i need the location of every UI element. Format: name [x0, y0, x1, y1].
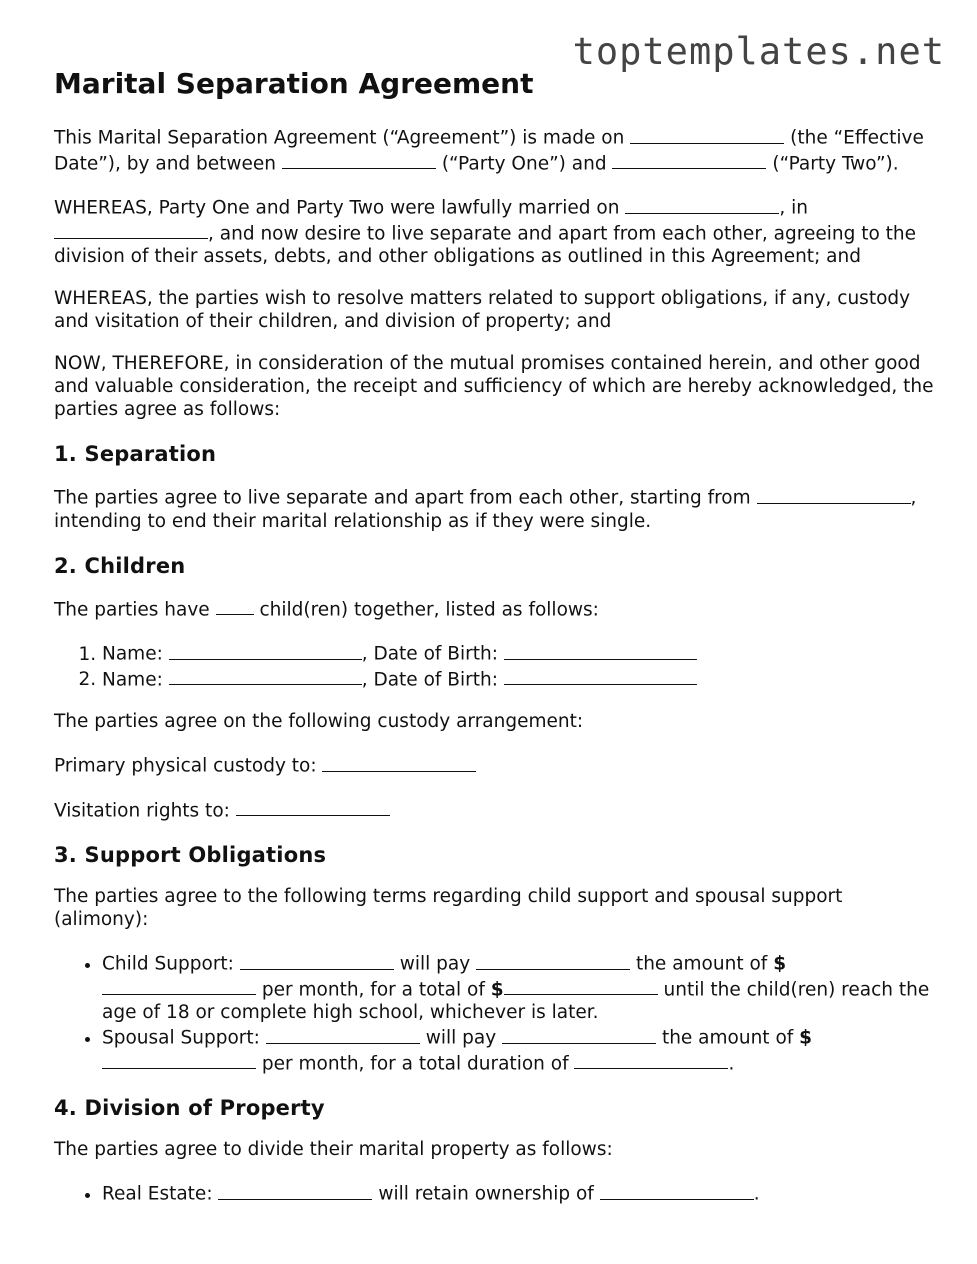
- visitation-blank[interactable]: [236, 797, 390, 817]
- child-1-name-blank[interactable]: [169, 640, 362, 660]
- real-estate-property-blank[interactable]: [600, 1180, 754, 1200]
- primary-custody-blank[interactable]: [322, 752, 476, 772]
- child-support-payer-blank[interactable]: [240, 950, 394, 970]
- property-intro: The parties agree to divide their marital property as follows:: [54, 1139, 613, 1160]
- list-item: • Spousal Support: will pay the amount of $ per month, for a total duration of .: [102, 1024, 934, 1075]
- whereas-resolve-paragraph: WHEREAS, the parties wish to resolve matters related to support obligations, if any, custody and visitation of their children, and division of property; and: [54, 288, 911, 332]
- separation-paragraph: The parties agree to live separate and apart from each other, starting from , intending to end their marital relationship as if they were single.: [54, 484, 934, 533]
- spousal-support-monthly-blank[interactable]: [102, 1050, 256, 1070]
- spousal-support-duration-blank[interactable]: [574, 1050, 728, 1070]
- child-2-name-blank[interactable]: [169, 666, 362, 686]
- party-one-blank[interactable]: [282, 150, 436, 170]
- party-two-blank[interactable]: [612, 150, 766, 170]
- child-support-monthly-blank[interactable]: [102, 976, 256, 996]
- visitation-line: Visitation rights to:: [54, 797, 934, 823]
- children-count-blank[interactable]: [216, 596, 254, 616]
- spousal-support-payer-blank[interactable]: [266, 1024, 420, 1044]
- marriage-date-blank[interactable]: [625, 194, 779, 214]
- list-item: 2. Name: , Date of Birth:: [102, 666, 934, 692]
- list-item: • Child Support: will pay the amount of $ per month, for a total of $ until the child(ren) reach the age of 18 or complete high school, whichever is later.: [102, 950, 934, 1024]
- separation-start-blank[interactable]: [757, 484, 911, 504]
- real-estate-party-blank[interactable]: [218, 1180, 372, 1200]
- property-list: [54, 1180, 934, 1206]
- whereas-married-paragraph: WHEREAS, Party One and Party Two were lawfully married on , in , and now desire to live separate and apart from each other, agreeing to the division of their assets, debts, and other obligations as outlined in this Agreement; and: [54, 194, 934, 268]
- document-page: [54, 66, 934, 1225]
- effective-date-blank[interactable]: [630, 124, 784, 144]
- marriage-place-blank[interactable]: [54, 220, 208, 240]
- custody-intro: The parties agree on the following custody arrangement:: [54, 711, 584, 732]
- child-1-dob-blank[interactable]: [504, 640, 697, 660]
- watermark: toptemplates.net: [572, 30, 945, 73]
- now-therefore-paragraph: NOW, THEREFORE, in consideration of the mutual promises contained herein, and other good and valuable consideration, the receipt and sufficiency of which are hereby acknowledged, the parties agree as follows:: [54, 353, 934, 420]
- children-list: [54, 640, 934, 691]
- page-title: Marital Separation Agreement: [54, 67, 534, 100]
- support-list: [54, 950, 934, 1075]
- section-children-heading: 2. Children: [54, 553, 186, 578]
- section-support-heading: 3. Support Obligations: [54, 843, 327, 867]
- primary-custody-line: Primary physical custody to:: [54, 752, 934, 778]
- section-separation-heading: 1. Separation: [54, 442, 217, 466]
- spousal-support-payee-blank[interactable]: [502, 1024, 656, 1044]
- support-intro: The parties agree to the following terms regarding child support and spousal support (alimony):: [54, 886, 843, 930]
- section-property-heading: 4. Division of Property: [54, 1096, 325, 1120]
- child-support-total-blank[interactable]: [504, 976, 658, 996]
- child-2-dob-blank[interactable]: [504, 666, 697, 686]
- list-item: • Real Estate: will retain ownership of .: [102, 1180, 934, 1206]
- child-support-payee-blank[interactable]: [476, 950, 630, 970]
- intro-paragraph: This Marital Separation Agreement (“Agreement”) is made on (the “Effective Date”), by and between (“Party One”) and (“Party Two”).: [54, 124, 934, 175]
- children-count-paragraph: The parties have child(ren) together, listed as follows:: [54, 596, 934, 622]
- list-item: 1. Name: , Date of Birth:: [102, 640, 934, 666]
